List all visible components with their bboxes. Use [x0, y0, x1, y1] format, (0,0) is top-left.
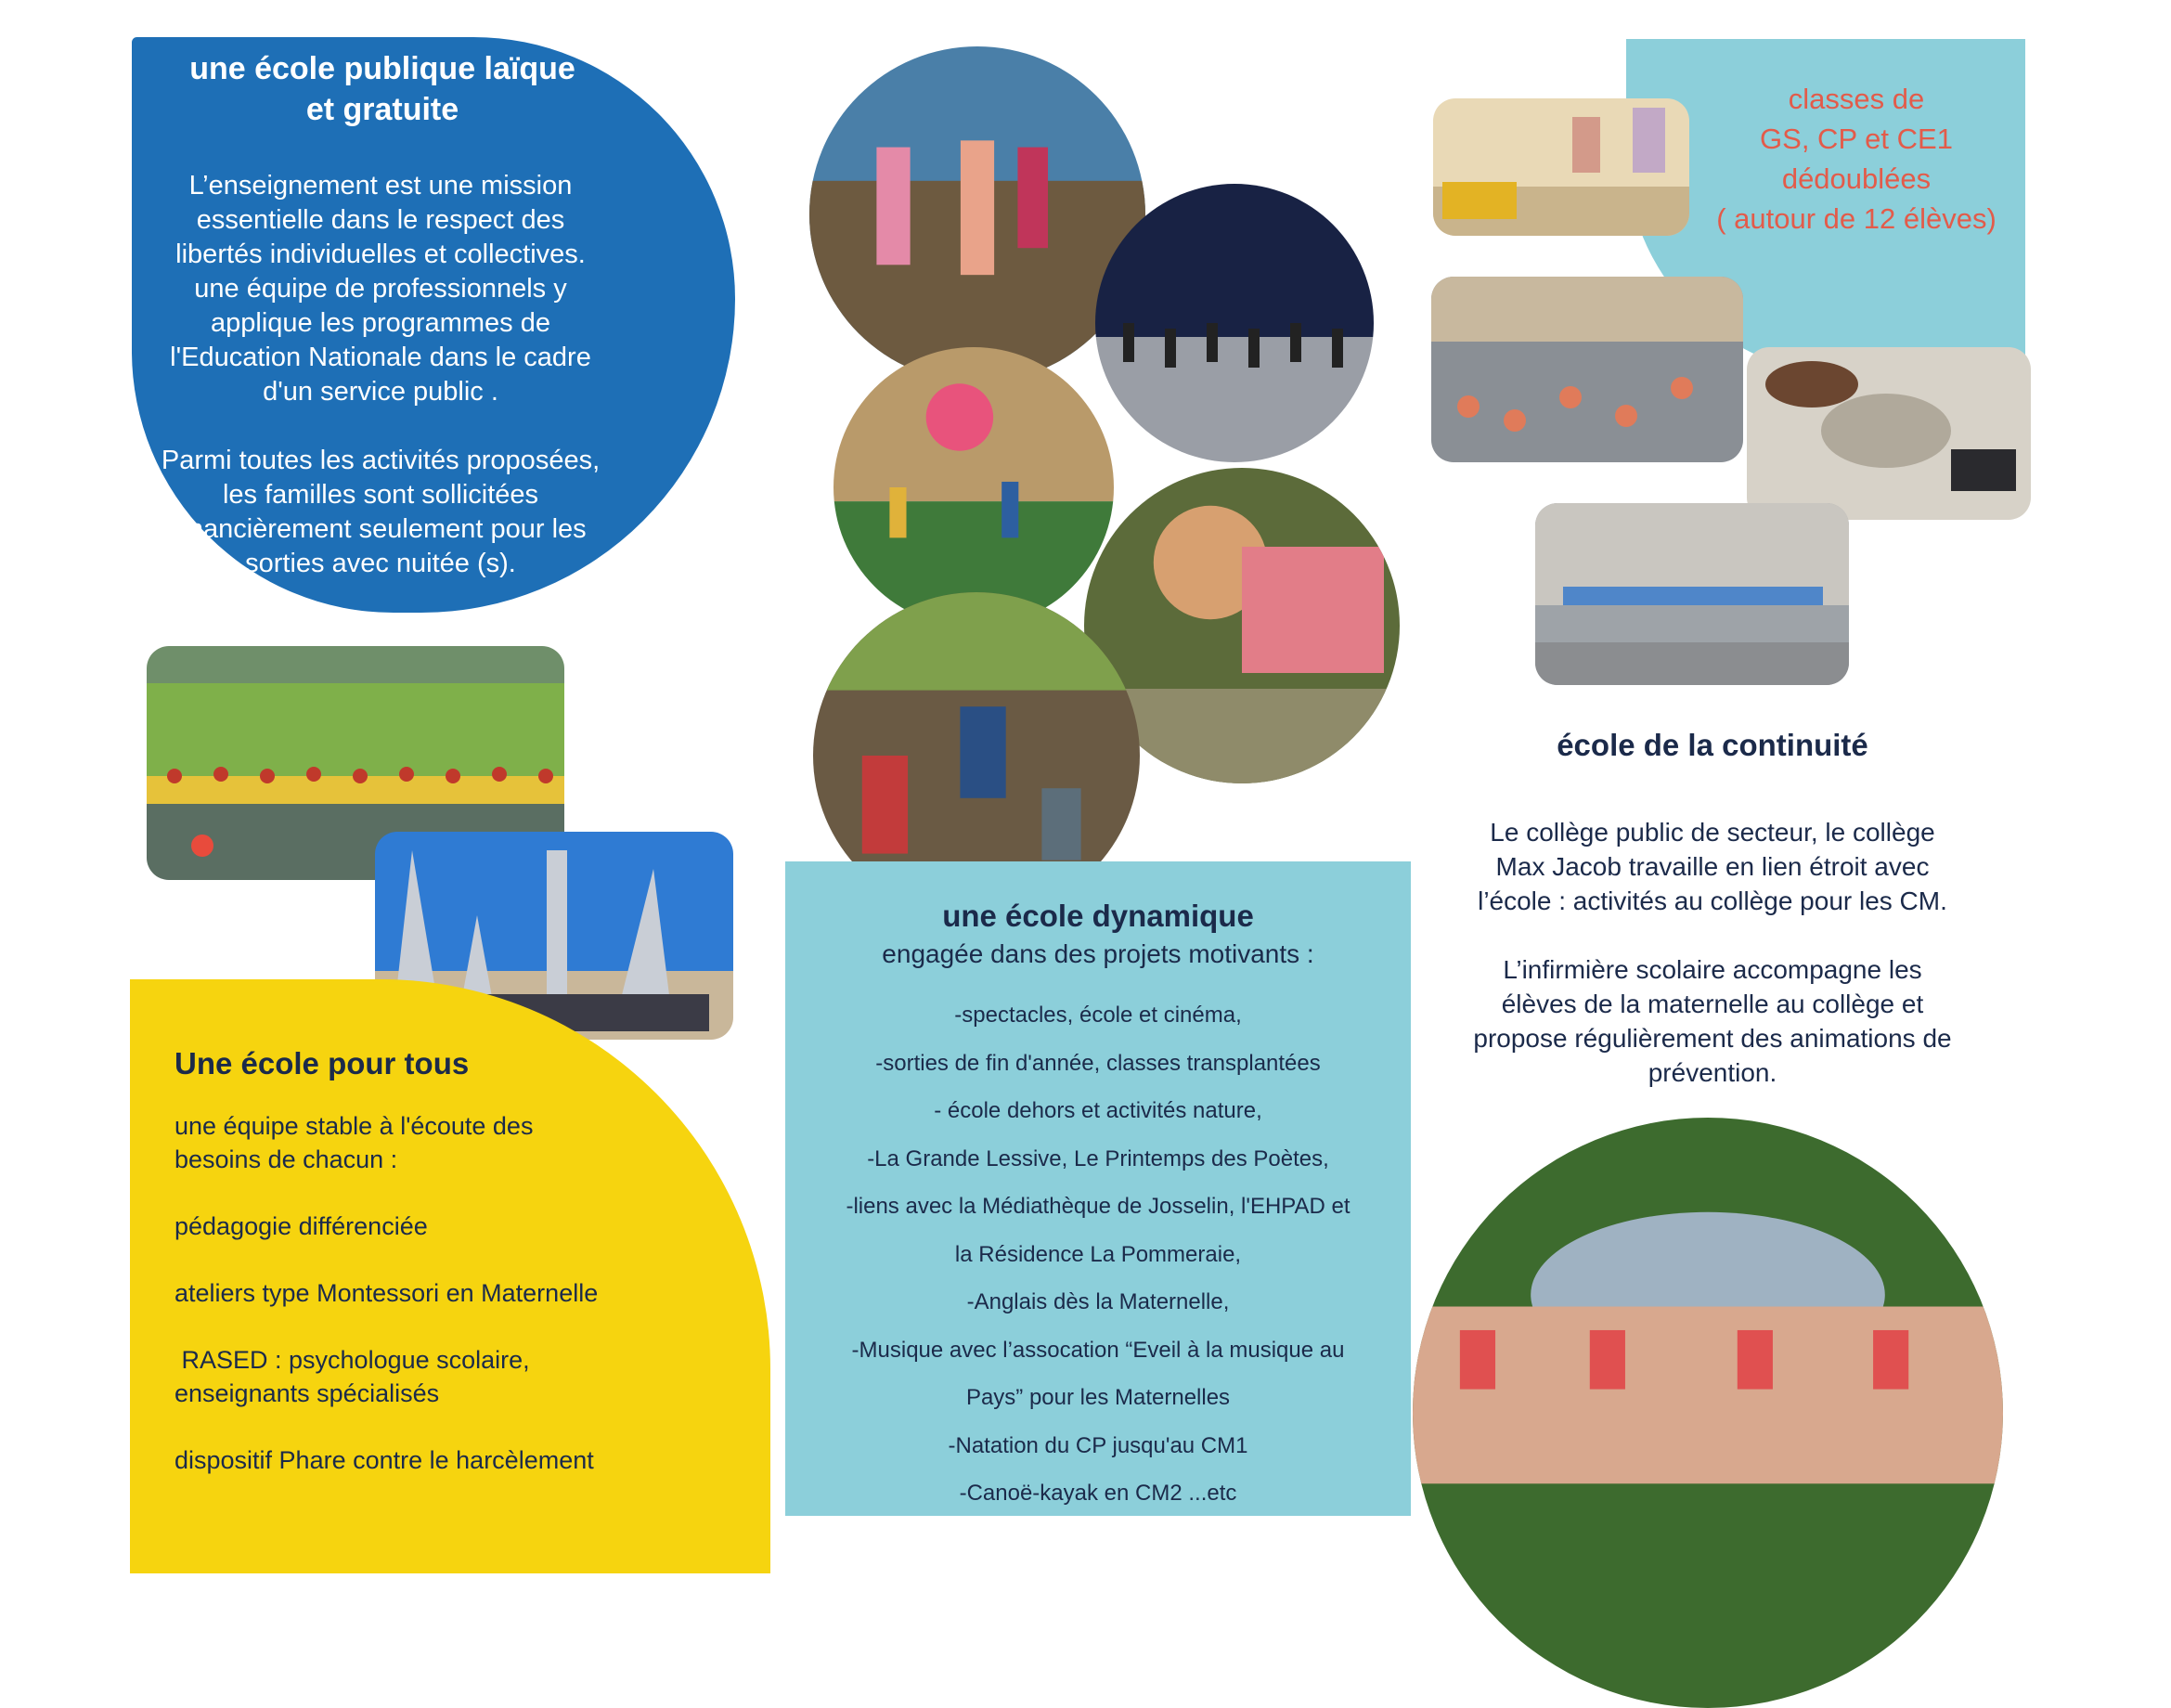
courtyard-photo — [1535, 503, 1849, 685]
dynamic-school-title: une école dynamique — [942, 899, 1254, 933]
group-tent-photo — [1413, 1118, 2003, 1708]
balloon-gym-photo — [834, 347, 1114, 628]
circle-time-photo — [1431, 277, 1743, 462]
list-item: une équipe stable à l'écoute des besoins de chacun : — [174, 1112, 534, 1173]
list-item: ateliers type Montessori en Maternelle — [174, 1279, 599, 1307]
activities-list — [800, 991, 1396, 1518]
list-item: -Musique avec l’assocation “Eveil à la musique au — [851, 1337, 1345, 1363]
public-school-text — [139, 169, 622, 615]
paragraph: L’infirmière scolaire accompagne les élèves de la maternelle au collège et propose régulièrement des animations de prévention. — [1473, 955, 1952, 1087]
list-item: -sorties de fin d'année, classes transplantées — [875, 1050, 1321, 1076]
continuity-title: école de la continuité — [1557, 728, 1868, 762]
list-item: Pays” pour les Maternelles — [965, 1385, 1231, 1410]
continuity-text — [1429, 815, 1996, 1124]
paragraph: L’enseignement est une mission essentielle dans le respect des libertés individuelles et collectives. une équipe de professionnels y applique les programmes de l'Education Nationale dans le cadre d'un service public . — [170, 171, 591, 407]
school-for-all-title: Une école pour tous — [174, 1046, 470, 1080]
classes-text: classes de GS, CP et CE1 dédoublées ( autour de 12 élèves) — [1716, 83, 1997, 235]
list-item: -spectacles, école et cinéma, — [954, 1003, 1242, 1028]
dynamic-school-subtitle: engagée dans des projets motivants : — [882, 939, 1314, 968]
clay-hands-photo — [1747, 347, 2031, 520]
list-item: -Natation du CP jusqu'au CM1 — [948, 1432, 1248, 1458]
list-item: -Anglais dès la Maternelle, — [966, 1289, 1230, 1314]
public-school-title — [132, 48, 633, 130]
list-item: dispositif Phare contre le harcèlement — [174, 1446, 594, 1474]
list-item: -Canoë-kayak en CM2 ...etc — [959, 1481, 1237, 1506]
list-item: -liens avec la Médiathèque de Josselin, l'EHPAD et — [846, 1194, 1350, 1219]
paragraph: Parmi toutes les activités proposées, les familles sont sollicitées financièrement seulement pour les sorties avec nuitée (s). — [161, 446, 601, 578]
classroom-photo — [1433, 98, 1689, 236]
gym-circle-photo — [1095, 184, 1374, 462]
title-line: une école publique laïque — [189, 51, 575, 86]
list-item: -La Grande Lessive, Le Printemps des Poètes, — [867, 1145, 1329, 1171]
list-item: RASED : psychologue scolaire, enseignants spécialisés — [174, 1346, 530, 1407]
list-item: pédagogie différenciée — [174, 1212, 428, 1240]
paragraph: Le collège public de secteur, le collège Max Jacob travaille en lien étroit avec l’école : activités au collège pour les CM. — [1478, 818, 1947, 915]
list-item: - école dehors et activités nature, — [934, 1098, 1262, 1123]
school-for-all-list — [174, 1109, 694, 1510]
list-item: la Résidence La Pommeraie, — [954, 1241, 1242, 1267]
title-line: et gratuite — [305, 92, 459, 127]
